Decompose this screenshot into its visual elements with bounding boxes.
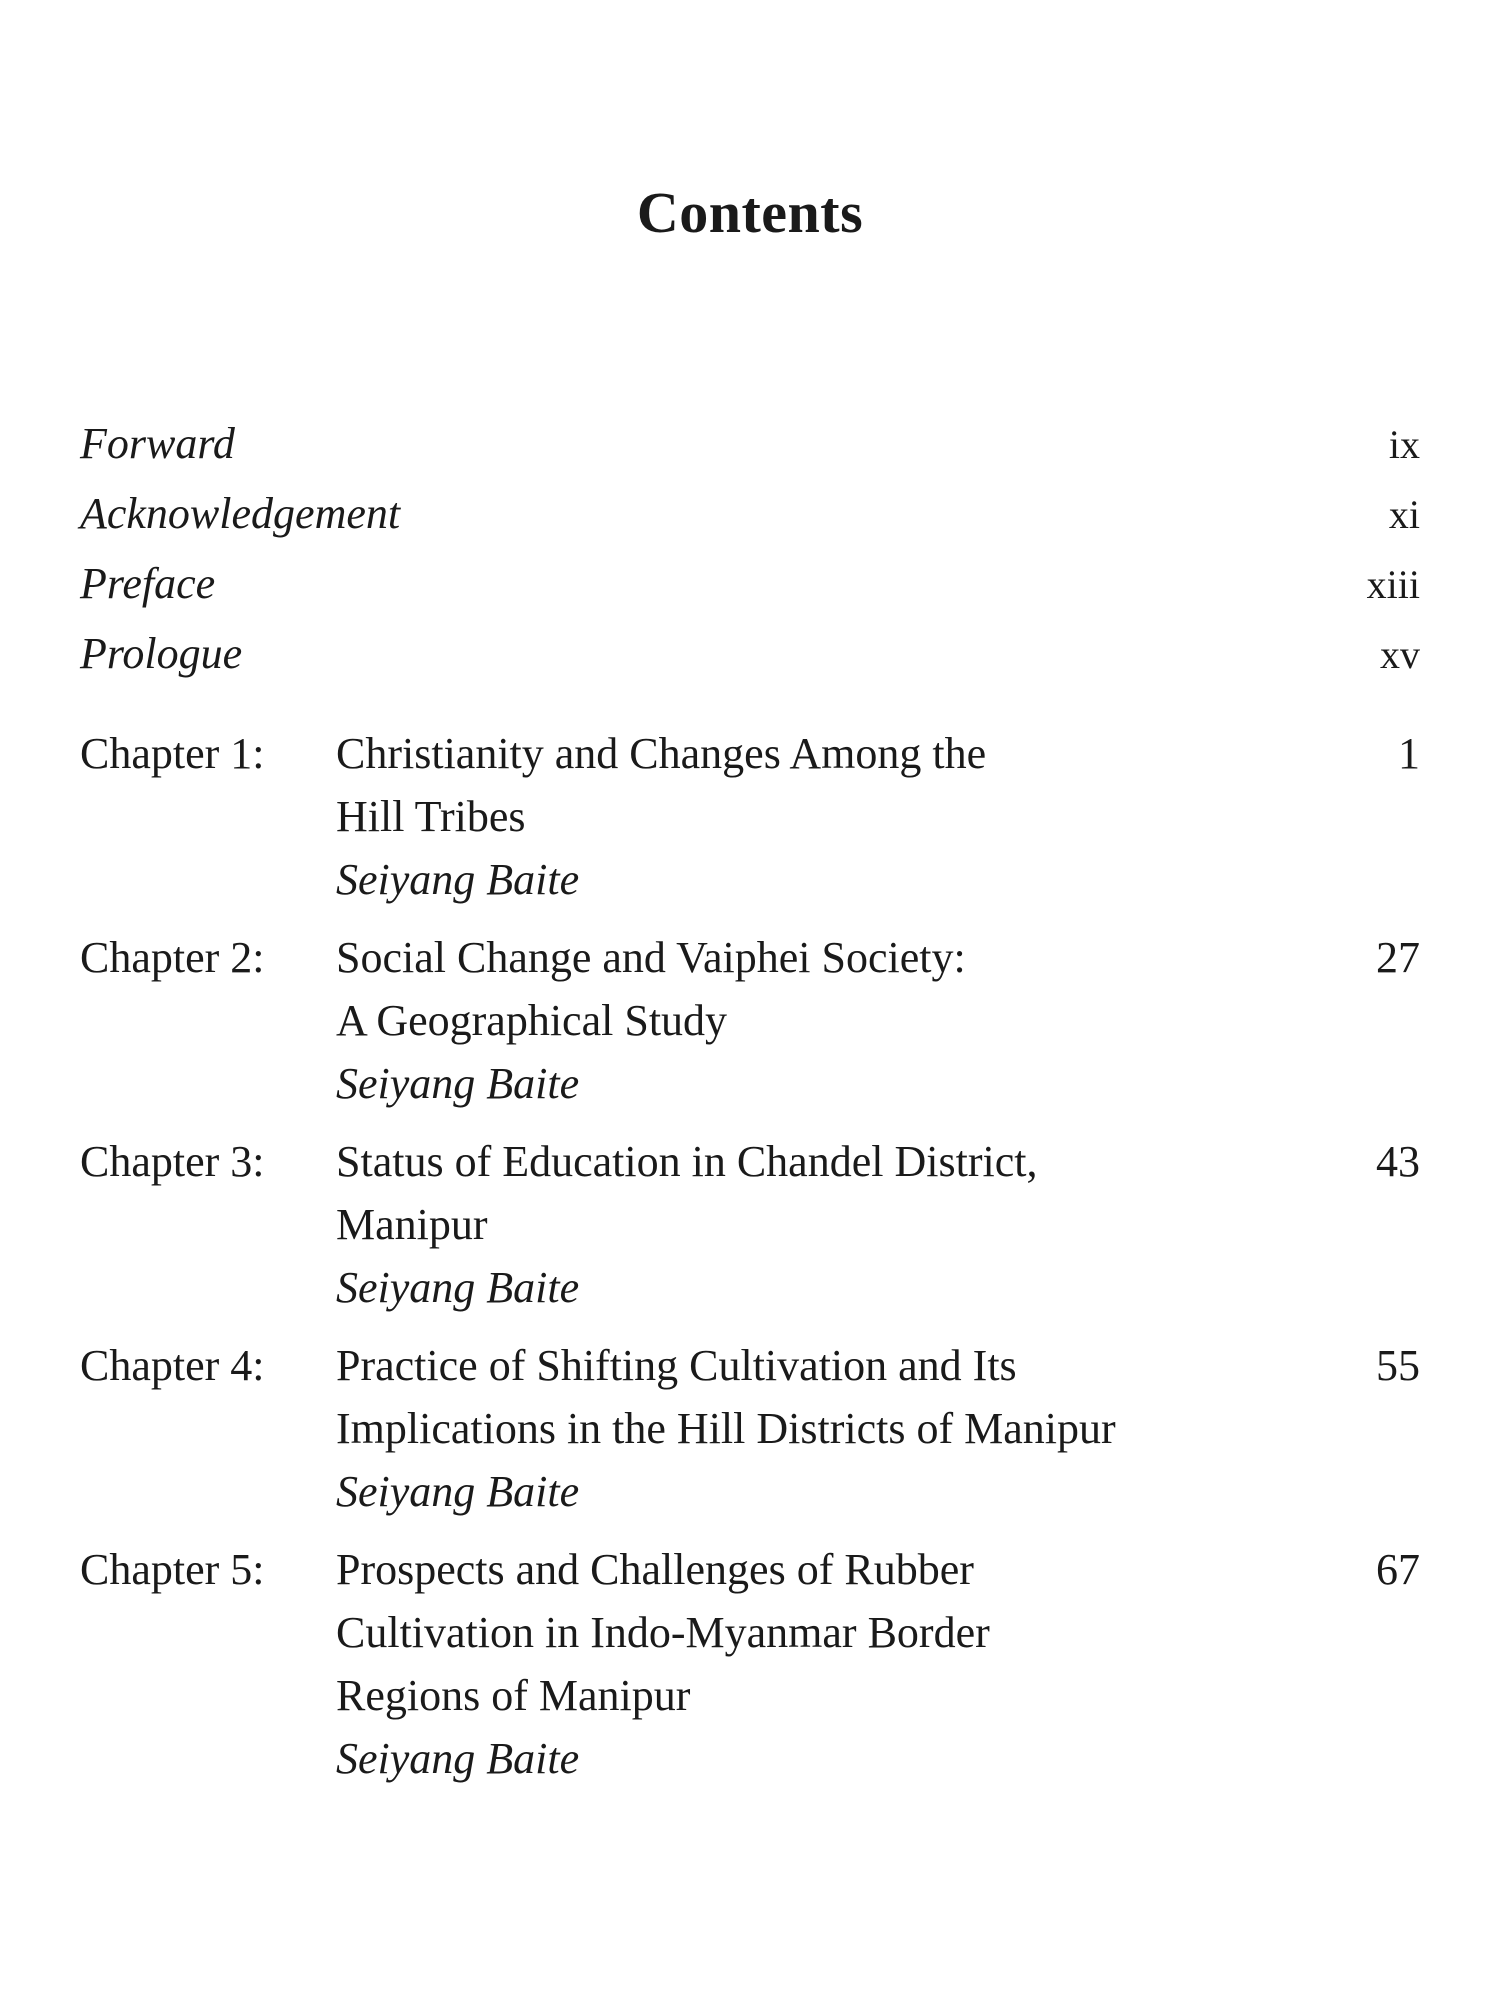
page-title: Contents [636, 180, 864, 245]
chapter-title-line: Practice of Shifting Cultivation and Its [336, 1341, 1017, 1390]
chapter-body [336, 722, 1300, 911]
chapter-title-line: Cultivation in Indo-Myanmar Border [336, 1608, 990, 1657]
chapter-author: Seiyang Baite [336, 1263, 580, 1312]
chapter-title-line: Social Change and Vaiphei Society: [336, 933, 966, 982]
front-matter-list [80, 418, 1420, 698]
front-matter-item [80, 628, 1420, 698]
chapter-entry-4 [80, 1334, 1420, 1523]
chapter-page: 55 [1376, 1341, 1420, 1390]
chapter-page: 1 [1398, 729, 1420, 778]
chapter-title-line: Regions of Manipur [336, 1671, 691, 1720]
chapter-number: Chapter 4: [80, 1341, 265, 1390]
chapter-body [336, 1538, 1300, 1790]
chapter-number: Chapter 5: [80, 1545, 265, 1594]
front-matter-item [80, 558, 1420, 628]
chapter-body [336, 926, 1300, 1115]
chapter-author: Seiyang Baite [336, 855, 580, 904]
front-matter-item [80, 418, 1420, 488]
chapter-entry-2 [80, 926, 1420, 1115]
front-matter-label: Prologue [80, 629, 243, 678]
front-matter-page: xiii [1366, 562, 1420, 607]
chapter-page: 27 [1376, 933, 1420, 982]
chapter-title-line: Prospects and Challenges of Rubber [336, 1545, 974, 1594]
chapter-number: Chapter 1: [80, 729, 265, 778]
chapter-entry-1 [80, 722, 1420, 911]
front-matter-label: Acknowledgement [80, 489, 401, 538]
chapter-author: Seiyang Baite [336, 1059, 580, 1108]
chapter-page: 43 [1376, 1137, 1420, 1186]
chapter-title-line: Status of Education in Chandel District, [336, 1137, 1038, 1186]
chapter-entry-3 [80, 1130, 1420, 1319]
chapter-title-line: Implications in the Hill Districts of Manipur [336, 1404, 1116, 1453]
front-matter-page: xi [1388, 492, 1420, 537]
chapter-title-line: A Geographical Study [336, 996, 728, 1045]
chapter-number: Chapter 2: [80, 933, 265, 982]
chapter-number: Chapter 3: [80, 1137, 265, 1186]
chapter-author: Seiyang Baite [336, 1734, 580, 1783]
chapter-title-line: Hill Tribes [336, 792, 526, 841]
chapter-title-line: Manipur [336, 1200, 488, 1249]
chapter-body [336, 1334, 1300, 1523]
front-matter-item [80, 488, 1420, 558]
chapter-title-line: Christianity and Changes Among the [336, 729, 987, 778]
chapter-page: 67 [1376, 1545, 1420, 1594]
front-matter-page: xv [1380, 632, 1420, 677]
front-matter-label: Preface [80, 559, 216, 608]
front-matter-label: Forward [80, 419, 235, 468]
chapter-entry-5 [80, 1538, 1420, 1790]
chapter-author: Seiyang Baite [336, 1467, 580, 1516]
chapter-body [336, 1130, 1300, 1319]
front-matter-page: ix [1388, 422, 1420, 467]
chapter-list [80, 722, 1420, 1805]
